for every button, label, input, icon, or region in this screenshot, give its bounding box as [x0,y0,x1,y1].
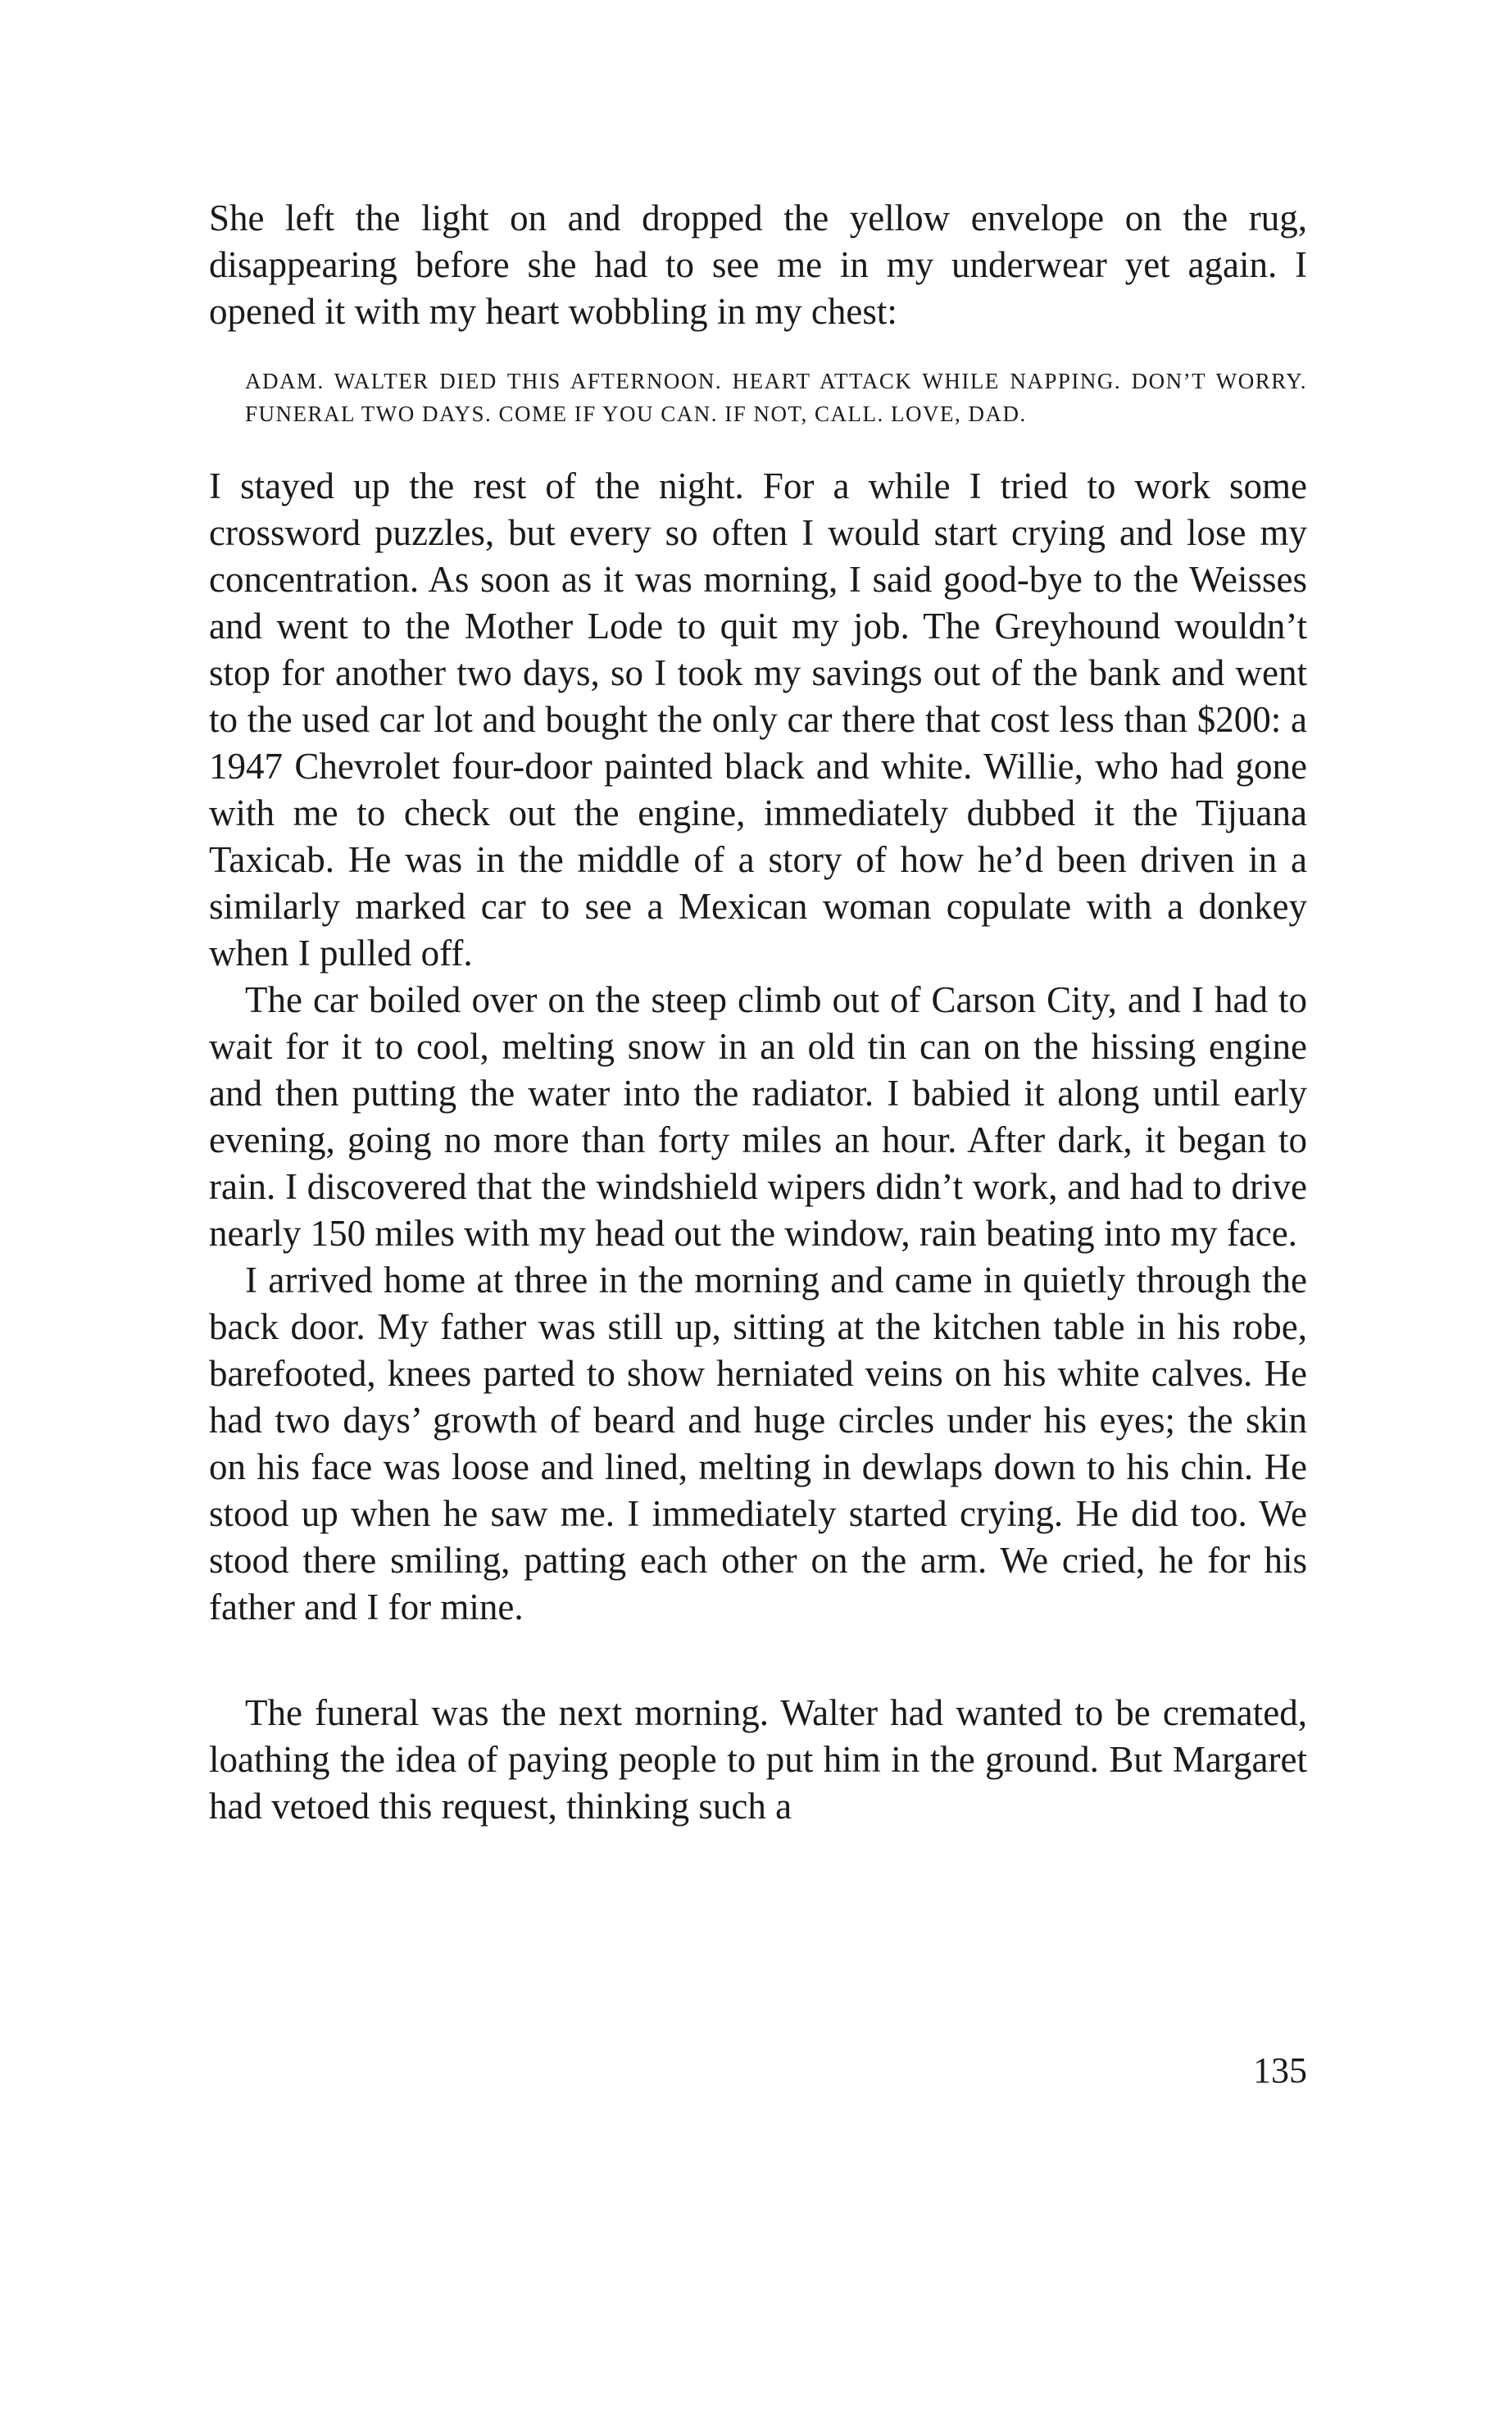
section-break [209,1631,1307,1690]
paragraph-funeral: The funeral was the next morning. Walter had wanted to be cremated, loathing the idea of paying people to put him in the ground. But Margaret had vetoed this request, thinking such a [209,1692,1307,1827]
body-text [209,195,1307,1830]
telegram-message: ADAM. WALTER DIED THIS AFTERNOON. HEART ATTACK WHILE NAPPING. DON’T WORRY. FUNERAL TWO DAYS. COME IF YOU CAN. IF NOT, CALL. LOVE, DAD. [245,369,1307,426]
paragraph-car-trip: The car boiled over on the steep climb out of Carson City, and I had to wait for it to cool, melting snow in an old tin can on the hissing engine and then putting the water into the radiator. I babied it along until early evening, going no more than forty miles an hour. After dark, it began to rain. I discovered that the windshield wipers didn’t work, and had to drive nearly 150 miles with my head out the window, rain beating into my face. [209,979,1307,1254]
paragraph-arrival: I arrived home at three in the morning and came in quietly through the back door. My father was still up, sitting at the kitchen table in his robe, barefooted, knees parted to show herniated veins on his white calves. He had two days’ growth of beard and huge circles under his eyes; the skin on his face was loose and lined, melting in dewlaps down to his chin. He stood up when he saw me. I immediately started crying. He did too. We stood there smiling, patting each other on the arm. We cried, he for his father and I for mine. [209,1260,1307,1627]
paragraph-night: I stayed up the rest of the night. For a while I tried to work some crossword puzzles, but every so often I would start crying and lose my concentration. As soon as it was morning, I said good-bye to the Weisses and went to the Mother Lode to quit my job. The Greyhound wouldn’t stop for another two days, so I took my savings out of the bank and went to the used car lot and bought the only car there that cost less than $200: a 1947 Chevrolet four-door painted black and white. Willie, who had gone with me to check out the engine, immediately dubbed it the Tijuana Taxicab. He was in the middle of a story of how he’d been driven in a similarly marked car to see a Mexican woman copulate with a donkey when I pulled off. [209,465,1307,974]
page-number: 135 [1253,2050,1307,2090]
paragraph-envelope: She left the light on and dropped the yellow envelope on the rug, disappearing before she had to see me in my underwear yet again. I opened it with my heart wobbling in my chest: [209,197,1307,332]
